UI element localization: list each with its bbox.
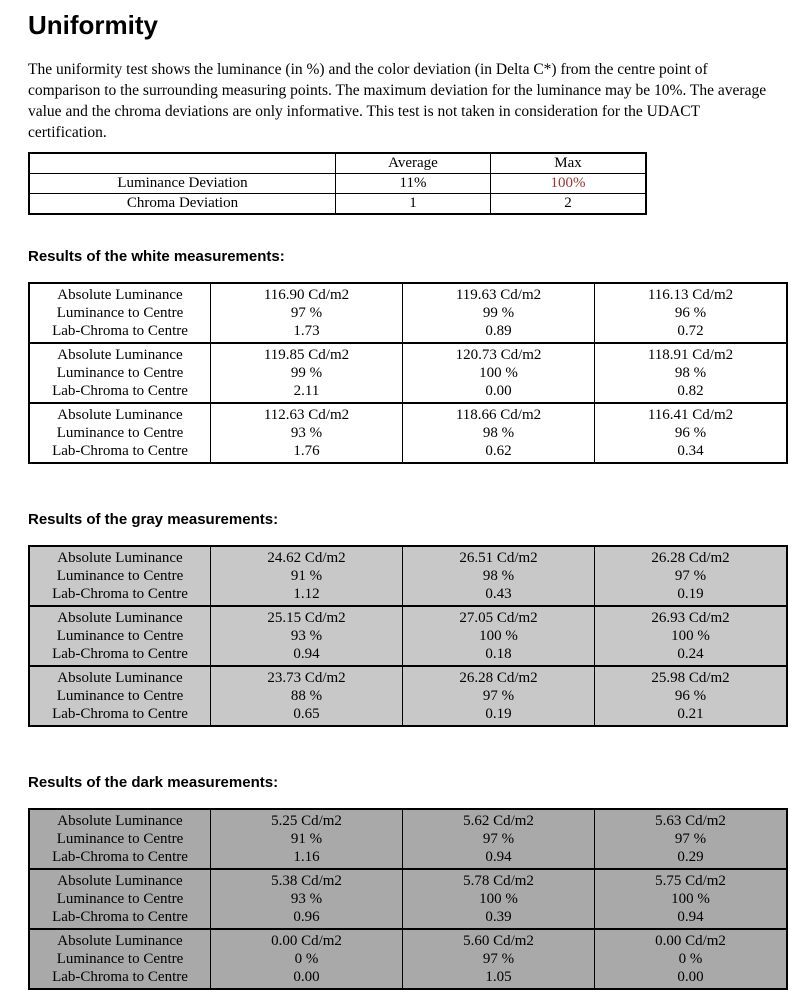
measurement-cell bbox=[211, 606, 403, 666]
measurement-value: 0.19 bbox=[677, 586, 704, 602]
measurement-value: 97 % bbox=[290, 305, 323, 321]
row-label: Lab-Chroma to Centre bbox=[52, 706, 188, 722]
measurement-value: 100 % bbox=[671, 891, 710, 907]
row-labels-cell bbox=[29, 403, 211, 463]
measurement-value: 5.38 Cd/m2 bbox=[271, 873, 342, 889]
summary-row bbox=[29, 194, 646, 215]
row-label: Absolute Luminance bbox=[57, 407, 183, 423]
row-labels-cell bbox=[29, 343, 211, 403]
row-label: Lab-Chroma to Centre bbox=[52, 969, 188, 985]
measurement-value: 0 % bbox=[678, 951, 703, 967]
measurement-value: 0.43 bbox=[485, 586, 512, 602]
measurement-value: 0.24 bbox=[677, 646, 704, 662]
measurement-value: 0.21 bbox=[677, 706, 704, 722]
measurement-value: 5.75 Cd/m2 bbox=[655, 873, 726, 889]
measurement-value: 116.13 Cd/m2 bbox=[647, 287, 734, 303]
measurement-value: 0.18 bbox=[485, 646, 512, 662]
measurement-value: 100 % bbox=[479, 891, 518, 907]
row-label: Absolute Luminance bbox=[57, 873, 183, 889]
measurement-cell bbox=[595, 343, 788, 403]
summary-max-value: 100% bbox=[491, 174, 647, 194]
measurements-table bbox=[28, 545, 788, 727]
section-heading: Results of the white measurements: bbox=[28, 248, 285, 265]
measurement-row-group bbox=[29, 869, 787, 929]
measurement-cell bbox=[595, 283, 788, 343]
section-heading: Results of the gray measurements: bbox=[28, 511, 279, 528]
measurement-value: 97 % bbox=[482, 688, 515, 704]
row-label: Luminance to Centre bbox=[56, 688, 184, 704]
summary-table bbox=[28, 152, 647, 215]
measurement-value: 119.85 Cd/m2 bbox=[263, 347, 350, 363]
measurement-cell bbox=[403, 283, 595, 343]
measurement-value: 96 % bbox=[674, 305, 707, 321]
measurement-value: 1.05 bbox=[485, 969, 512, 985]
summary-header-cell bbox=[29, 153, 336, 174]
measurement-value: 25.15 Cd/m2 bbox=[267, 610, 346, 626]
measurement-cell bbox=[595, 929, 788, 989]
summary-average-value: 11% bbox=[336, 174, 491, 194]
measurement-cell bbox=[595, 869, 788, 929]
measurement-cell bbox=[403, 403, 595, 463]
measurement-value: 25.98 Cd/m2 bbox=[651, 670, 730, 686]
measurement-section bbox=[28, 774, 775, 990]
measurement-value: 1.76 bbox=[293, 443, 320, 459]
measurement-value: 0.72 bbox=[677, 323, 704, 339]
measurement-cell bbox=[403, 546, 595, 606]
row-label: Luminance to Centre bbox=[56, 365, 184, 381]
row-label: Absolute Luminance bbox=[57, 813, 183, 829]
measurement-value: 98 % bbox=[482, 425, 515, 441]
measurement-value: 0.89 bbox=[485, 323, 512, 339]
measurement-value: 0.00 Cd/m2 bbox=[271, 933, 342, 949]
measurement-value: 5.62 Cd/m2 bbox=[463, 813, 534, 829]
measurement-value: 23.73 Cd/m2 bbox=[267, 670, 346, 686]
measurement-cell bbox=[211, 929, 403, 989]
measurement-section bbox=[28, 511, 775, 727]
measurement-value: 0.82 bbox=[677, 383, 704, 399]
measurement-value: 116.41 Cd/m2 bbox=[647, 407, 734, 423]
measurement-value: 5.63 Cd/m2 bbox=[655, 813, 726, 829]
row-label: Lab-Chroma to Centre bbox=[52, 849, 188, 865]
measurement-row-group bbox=[29, 606, 787, 666]
row-label: Absolute Luminance bbox=[57, 610, 183, 626]
measurement-cell bbox=[595, 403, 788, 463]
row-label: Luminance to Centre bbox=[56, 568, 184, 584]
measurement-row-group bbox=[29, 283, 787, 343]
measurement-value: 0.94 bbox=[293, 646, 320, 662]
row-label: Luminance to Centre bbox=[56, 891, 184, 907]
measurement-value: 1.16 bbox=[293, 849, 320, 865]
measurement-value: 100 % bbox=[479, 365, 518, 381]
measurement-value: 1.12 bbox=[293, 586, 320, 602]
summary-row-label: Luminance Deviation bbox=[29, 174, 336, 194]
measurement-value: 24.62 Cd/m2 bbox=[267, 550, 346, 566]
measurement-value: 0.00 bbox=[677, 969, 704, 985]
measurement-cell bbox=[595, 546, 788, 606]
measurement-section bbox=[28, 248, 775, 464]
measurement-row-group bbox=[29, 343, 787, 403]
measurement-value: 5.60 Cd/m2 bbox=[463, 933, 534, 949]
measurement-value: 93 % bbox=[290, 628, 323, 644]
intro-paragraph: The uniformity test shows the luminance (in %) and the color deviation (in Delta C*) from the centre point of comparison to the surrounding measuring points. The maximum deviation for the luminance may be 10%. The average value and the chroma deviations are only informative. This test is not taken in consideration for the UDACT certification. bbox=[28, 61, 767, 141]
row-label: Lab-Chroma to Centre bbox=[52, 586, 188, 602]
row-label: Luminance to Centre bbox=[56, 305, 184, 321]
summary-row bbox=[29, 174, 646, 194]
summary-header-row bbox=[29, 153, 646, 174]
measurement-value: 98 % bbox=[482, 568, 515, 584]
measurement-value: 98 % bbox=[674, 365, 707, 381]
row-label: Absolute Luminance bbox=[57, 933, 183, 949]
measurement-value: 26.28 Cd/m2 bbox=[459, 670, 538, 686]
summary-average-value: 1 bbox=[336, 194, 491, 215]
summary-max-value: 2 bbox=[491, 194, 647, 215]
section-heading: Results of the dark measurements: bbox=[28, 774, 279, 791]
measurements-table bbox=[28, 808, 788, 990]
measurement-value: 2.11 bbox=[293, 383, 320, 399]
row-label: Lab-Chroma to Centre bbox=[52, 443, 188, 459]
measurement-value: 120.73 Cd/m2 bbox=[455, 347, 542, 363]
measurement-cell bbox=[403, 929, 595, 989]
measurement-value: 97 % bbox=[674, 568, 707, 584]
measurement-value: 0.94 bbox=[677, 909, 704, 925]
measurement-cell bbox=[211, 809, 403, 869]
measurement-value: 116.90 Cd/m2 bbox=[263, 287, 350, 303]
measurement-row-group bbox=[29, 666, 787, 726]
row-label: Absolute Luminance bbox=[57, 550, 183, 566]
row-label: Luminance to Centre bbox=[56, 425, 184, 441]
measurement-value: 100 % bbox=[479, 628, 518, 644]
row-label: Absolute Luminance bbox=[57, 287, 183, 303]
measurement-value: 88 % bbox=[290, 688, 323, 704]
measurement-value: 118.66 Cd/m2 bbox=[455, 407, 542, 423]
measurement-sections bbox=[28, 248, 775, 990]
row-label: Luminance to Centre bbox=[56, 831, 184, 847]
measurement-value: 26.51 Cd/m2 bbox=[459, 550, 538, 566]
measurement-value: 97 % bbox=[482, 831, 515, 847]
measurement-cell bbox=[403, 809, 595, 869]
measurement-value: 118.91 Cd/m2 bbox=[647, 347, 734, 363]
measurement-cell bbox=[211, 546, 403, 606]
measurement-cell bbox=[403, 869, 595, 929]
measurement-cell bbox=[595, 606, 788, 666]
measurement-cell bbox=[403, 666, 595, 726]
row-label: Luminance to Centre bbox=[56, 951, 184, 967]
measurement-value: 97 % bbox=[482, 951, 515, 967]
measurement-value: 26.28 Cd/m2 bbox=[651, 550, 730, 566]
measurement-value: 100 % bbox=[671, 628, 710, 644]
row-labels-cell bbox=[29, 869, 211, 929]
row-labels-cell bbox=[29, 546, 211, 606]
measurement-value: 99 % bbox=[482, 305, 515, 321]
measurement-cell bbox=[403, 606, 595, 666]
measurement-value: 0.00 bbox=[485, 383, 512, 399]
measurement-value: 0.94 bbox=[485, 849, 512, 865]
page-title: Uniformity bbox=[28, 10, 158, 40]
measurement-value: 0.29 bbox=[677, 849, 704, 865]
summary-row-label: Chroma Deviation bbox=[29, 194, 336, 215]
measurement-value: 0.65 bbox=[293, 706, 320, 722]
measurement-value: 97 % bbox=[674, 831, 707, 847]
measurement-value: 91 % bbox=[290, 568, 323, 584]
summary-header-cell: Max bbox=[491, 153, 647, 174]
measurement-cell bbox=[595, 809, 788, 869]
measurement-value: 93 % bbox=[290, 891, 323, 907]
row-labels-cell bbox=[29, 666, 211, 726]
measurement-value: 5.78 Cd/m2 bbox=[463, 873, 534, 889]
measurement-row-group bbox=[29, 929, 787, 989]
row-label: Luminance to Centre bbox=[56, 628, 184, 644]
summary-header-cell: Average bbox=[336, 153, 491, 174]
measurement-value: 0 % bbox=[294, 951, 319, 967]
row-label: Lab-Chroma to Centre bbox=[52, 646, 188, 662]
measurement-value: 99 % bbox=[290, 365, 323, 381]
row-labels-cell bbox=[29, 283, 211, 343]
row-label: Absolute Luminance bbox=[57, 347, 183, 363]
measurement-cell bbox=[595, 666, 788, 726]
measurement-cell bbox=[211, 283, 403, 343]
measurement-value: 0.39 bbox=[485, 909, 512, 925]
measurements-table bbox=[28, 282, 788, 464]
measurement-row-group bbox=[29, 809, 787, 869]
measurement-cell bbox=[211, 869, 403, 929]
measurement-cell bbox=[211, 666, 403, 726]
measurement-value: 1.73 bbox=[293, 323, 320, 339]
measurement-cell bbox=[211, 403, 403, 463]
row-label: Absolute Luminance bbox=[57, 670, 183, 686]
measurement-value: 119.63 Cd/m2 bbox=[455, 287, 542, 303]
row-label: Lab-Chroma to Centre bbox=[52, 909, 188, 925]
measurement-row-group bbox=[29, 546, 787, 606]
measurement-value: 0.19 bbox=[485, 706, 512, 722]
measurement-cell bbox=[211, 343, 403, 403]
row-labels-cell bbox=[29, 606, 211, 666]
measurement-value: 96 % bbox=[674, 425, 707, 441]
measurement-value: 0.62 bbox=[485, 443, 512, 459]
measurement-value: 0.34 bbox=[677, 443, 704, 459]
measurement-value: 91 % bbox=[290, 831, 323, 847]
measurement-value: 5.25 Cd/m2 bbox=[271, 813, 342, 829]
measurement-value: 0.96 bbox=[293, 909, 320, 925]
measurement-value: 93 % bbox=[290, 425, 323, 441]
measurement-value: 27.05 Cd/m2 bbox=[459, 610, 538, 626]
row-labels-cell bbox=[29, 809, 211, 869]
row-label: Lab-Chroma to Centre bbox=[52, 323, 188, 339]
measurement-value: 0.00 Cd/m2 bbox=[655, 933, 726, 949]
measurement-row-group bbox=[29, 403, 787, 463]
measurement-value: 26.93 Cd/m2 bbox=[651, 610, 730, 626]
measurement-value: 96 % bbox=[674, 688, 707, 704]
measurement-cell bbox=[403, 343, 595, 403]
measurement-value: 0.00 bbox=[293, 969, 320, 985]
row-labels-cell bbox=[29, 929, 211, 989]
row-label: Lab-Chroma to Centre bbox=[52, 383, 188, 399]
measurement-value: 112.63 Cd/m2 bbox=[263, 407, 350, 423]
